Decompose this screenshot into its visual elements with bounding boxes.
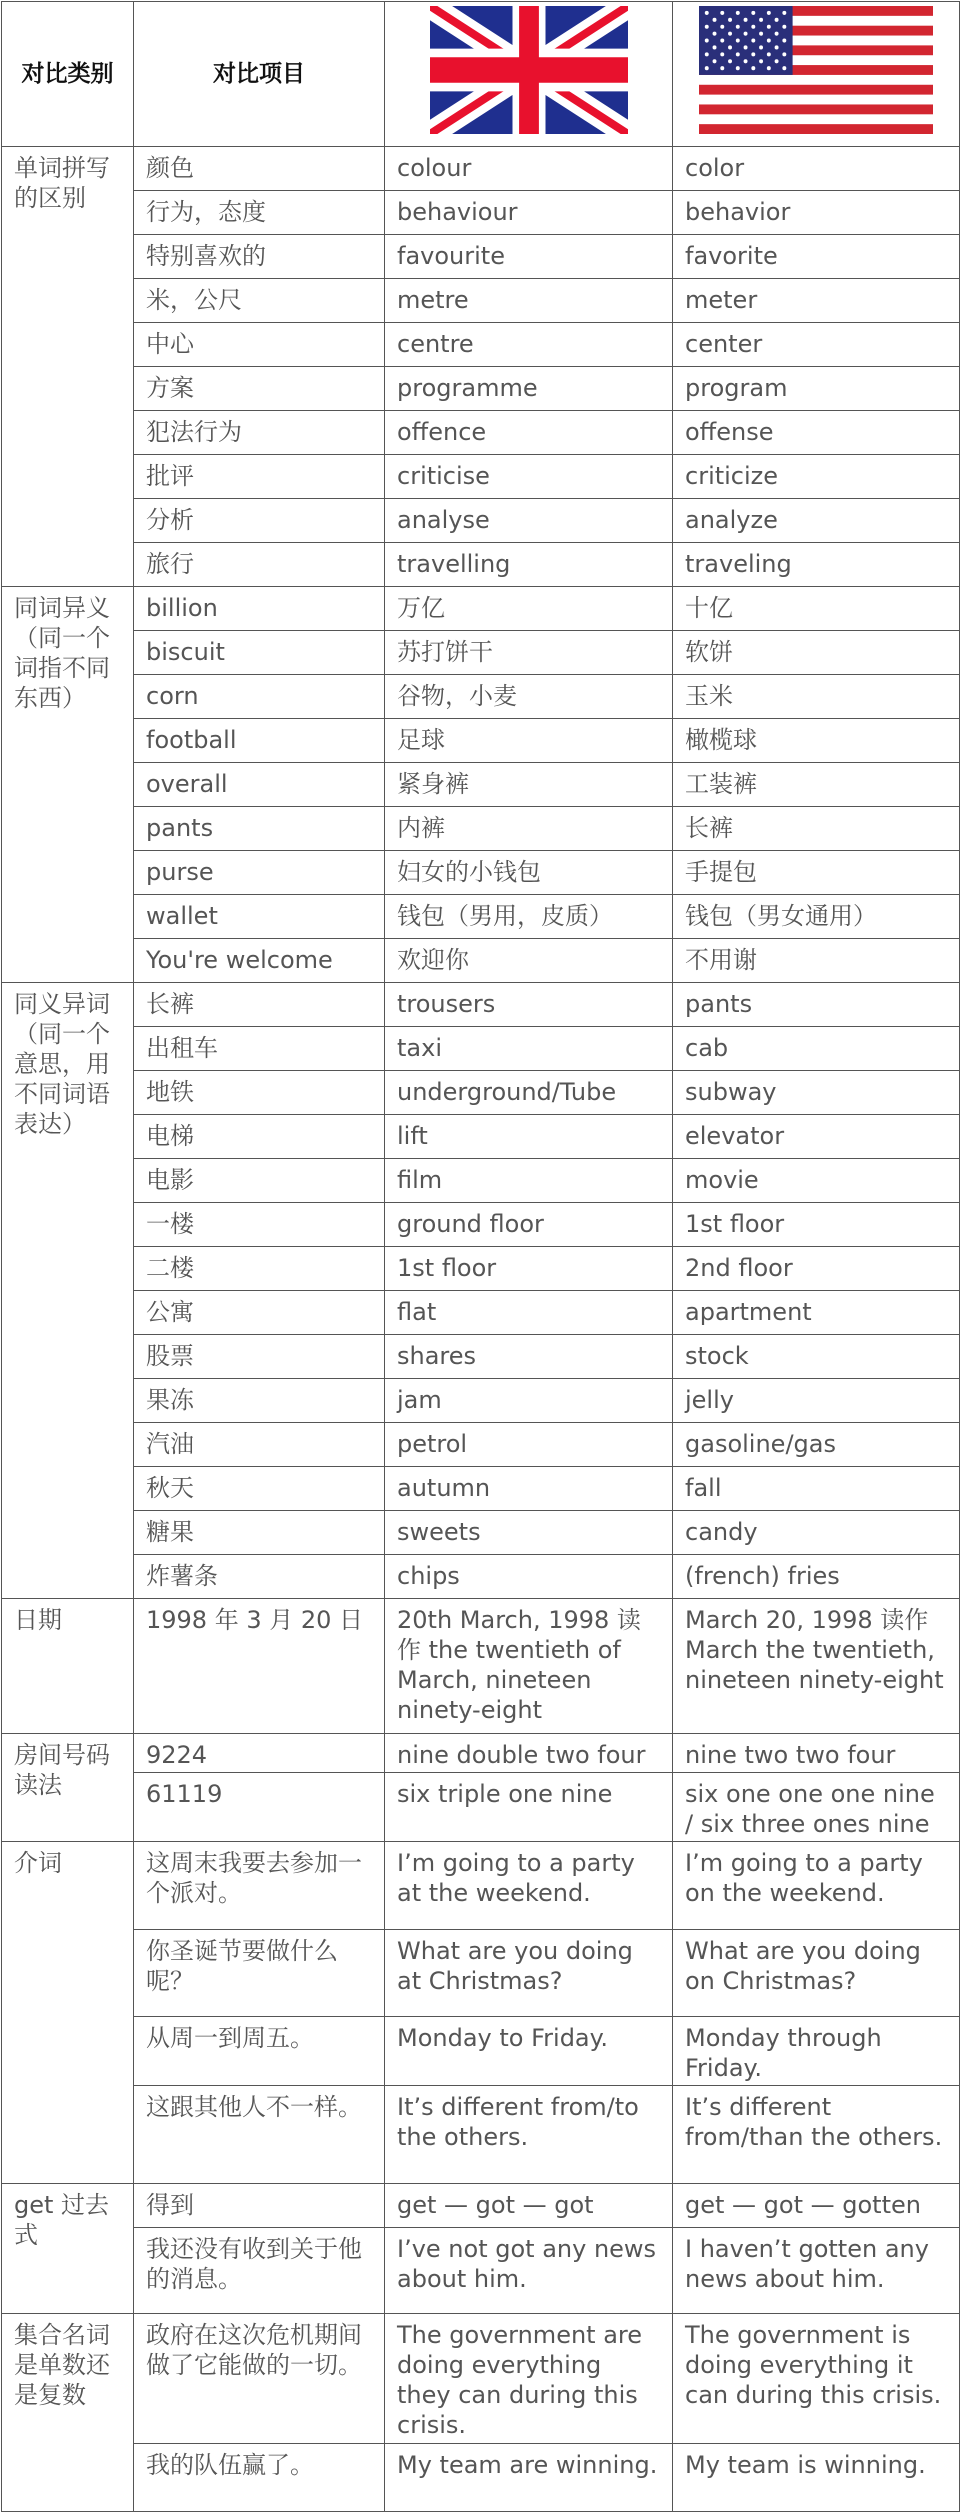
table-row: [2, 191, 960, 235]
table-row: [2, 1335, 960, 1379]
us-cell: I haven’t gotten any news about him.: [673, 2228, 960, 2314]
item-cell: 长裤: [134, 983, 385, 1027]
us-cell: 橄榄球: [673, 719, 960, 763]
us-cell: program: [673, 367, 960, 411]
uk-cell: get — got — got: [385, 2184, 673, 2228]
item-cell: 电影: [134, 1159, 385, 1203]
us-cell: 2nd floor: [673, 1247, 960, 1291]
uk-cell: lift: [385, 1115, 673, 1159]
item-cell: 糖果: [134, 1511, 385, 1555]
table-row: [2, 895, 960, 939]
table-row: [2, 1734, 960, 1773]
item-cell: purse: [134, 851, 385, 895]
us-cell: 长裤: [673, 807, 960, 851]
table-body: [2, 147, 960, 2512]
us-cell: six one one one nine / six three ones nine: [673, 1773, 960, 1842]
table-row: [2, 631, 960, 675]
us-cell: nine two two four: [673, 1734, 960, 1773]
item-cell: 方案: [134, 367, 385, 411]
us-cell: 十亿: [673, 587, 960, 631]
uk-cell: travelling: [385, 543, 673, 587]
uk-cell: 谷物，小麦: [385, 675, 673, 719]
table-row: [2, 807, 960, 851]
item-cell: 这周末我要去参加一个派对。: [134, 1842, 385, 1930]
table-row: [2, 2228, 960, 2314]
category-cell: 单词拼写的区别: [2, 147, 134, 587]
uk-cell: 足球: [385, 719, 673, 763]
table-row: [2, 719, 960, 763]
table-row: [2, 1423, 960, 1467]
table-row: [2, 587, 960, 631]
table-row: [2, 2017, 960, 2086]
uk-cell: offence: [385, 411, 673, 455]
uk-cell: trousers: [385, 983, 673, 1027]
item-cell: 你圣诞节要做什么呢？: [134, 1930, 385, 2017]
item-cell: 行为，态度: [134, 191, 385, 235]
us-cell: It’s different from/than the others.: [673, 2086, 960, 2184]
us-cell: 软饼: [673, 631, 960, 675]
us-cell: 1st floor: [673, 1203, 960, 1247]
uk-cell: centre: [385, 323, 673, 367]
item-cell: 从周一到周五。: [134, 2017, 385, 2086]
uk-cell: favourite: [385, 235, 673, 279]
table-row: [2, 499, 960, 543]
item-cell: 中心: [134, 323, 385, 367]
uk-cell: 20th March, 1998 读作 the twentieth of March, nineteen ninety-eight: [385, 1599, 673, 1734]
uk-cell: petrol: [385, 1423, 673, 1467]
table-row: [2, 1159, 960, 1203]
uk-cell: autumn: [385, 1467, 673, 1511]
us-cell: criticize: [673, 455, 960, 499]
table-row: [2, 147, 960, 191]
item-cell: 1998 年 3 月 20 日: [134, 1599, 385, 1734]
uk-cell: I’m going to a party at the weekend.: [385, 1842, 673, 1930]
us-cell: My team is winning.: [673, 2444, 960, 2512]
table-row: [2, 279, 960, 323]
category-cell: 同义异词（同一个意思，用不同词语表达）: [2, 983, 134, 1599]
us-cell: The government is doing everything it can during this crisis.: [673, 2314, 960, 2444]
us-flag-icon: [699, 6, 933, 134]
us-cell: movie: [673, 1159, 960, 1203]
uk-flag-icon: [430, 6, 628, 134]
table-row: [2, 235, 960, 279]
us-cell: candy: [673, 1511, 960, 1555]
uk-cell: underground/Tube: [385, 1071, 673, 1115]
table-row: [2, 1555, 960, 1599]
us-cell: subway: [673, 1071, 960, 1115]
us-cell: elevator: [673, 1115, 960, 1159]
header-category: 对比类别: [2, 2, 134, 147]
uk-cell: jam: [385, 1379, 673, 1423]
item-cell: 得到: [134, 2184, 385, 2228]
us-cell: behavior: [673, 191, 960, 235]
uk-cell: My team are winning.: [385, 2444, 673, 2512]
item-cell: 秋天: [134, 1467, 385, 1511]
item-cell: 电梯: [134, 1115, 385, 1159]
item-cell: 这跟其他人不一样。: [134, 2086, 385, 2184]
uk-cell: programme: [385, 367, 673, 411]
us-cell: 钱包（男女通用）: [673, 895, 960, 939]
table-row: [2, 411, 960, 455]
header-item: 对比项目: [134, 2, 385, 147]
uk-cell: 钱包（男用，皮质）: [385, 895, 673, 939]
uk-cell: 1st floor: [385, 1247, 673, 1291]
uk-cell: colour: [385, 147, 673, 191]
comparison-table: [1, 1, 960, 2512]
table-row: [2, 2444, 960, 2512]
uk-cell: 万亿: [385, 587, 673, 631]
uk-cell: analyse: [385, 499, 673, 543]
header-us: [673, 2, 960, 147]
item-cell: 汽油: [134, 1423, 385, 1467]
us-cell: gasoline/gas: [673, 1423, 960, 1467]
item-cell: You're welcome: [134, 939, 385, 983]
table-row: [2, 1773, 960, 1842]
uk-cell: chips: [385, 1555, 673, 1599]
uk-cell: 紧身裤: [385, 763, 673, 807]
table-row: [2, 1842, 960, 1930]
uk-cell: criticise: [385, 455, 673, 499]
item-cell: 出租车: [134, 1027, 385, 1071]
table-row: [2, 2086, 960, 2184]
uk-cell: nine double two four: [385, 1734, 673, 1773]
item-cell: 炸薯条: [134, 1555, 385, 1599]
category-cell: 日期: [2, 1599, 134, 1734]
table-row: [2, 1930, 960, 2017]
table-row: [2, 2184, 960, 2228]
table-row: [2, 1115, 960, 1159]
category-cell: get 过去式: [2, 2184, 134, 2314]
us-cell: What are you doing on Christmas?: [673, 1930, 960, 2017]
table-row: [2, 1379, 960, 1423]
us-cell: jelly: [673, 1379, 960, 1423]
us-cell: 手提包: [673, 851, 960, 895]
item-cell: 分析: [134, 499, 385, 543]
item-cell: 61119: [134, 1773, 385, 1842]
us-cell: color: [673, 147, 960, 191]
us-cell: cab: [673, 1027, 960, 1071]
item-cell: overall: [134, 763, 385, 807]
item-cell: 地铁: [134, 1071, 385, 1115]
uk-cell: taxi: [385, 1027, 673, 1071]
uk-cell: film: [385, 1159, 673, 1203]
item-cell: 我还没有收到关于他的消息。: [134, 2228, 385, 2314]
table-row: [2, 851, 960, 895]
item-cell: biscuit: [134, 631, 385, 675]
table-row: [2, 1467, 960, 1511]
us-cell: traveling: [673, 543, 960, 587]
table-row: [2, 939, 960, 983]
uk-cell: 妇女的小钱包: [385, 851, 673, 895]
us-cell: 玉米: [673, 675, 960, 719]
table-row: [2, 1071, 960, 1115]
item-cell: 一楼: [134, 1203, 385, 1247]
uk-cell: The government are doing everything they can during this crisis.: [385, 2314, 673, 2444]
item-cell: 我的队伍赢了。: [134, 2444, 385, 2512]
us-cell: pants: [673, 983, 960, 1027]
uk-cell: I’ve not got any news about him.: [385, 2228, 673, 2314]
table-row: [2, 323, 960, 367]
us-cell: 工装裤: [673, 763, 960, 807]
table-row: [2, 455, 960, 499]
category-cell: 介词: [2, 1842, 134, 2184]
item-cell: pants: [134, 807, 385, 851]
table-row: [2, 983, 960, 1027]
us-cell: apartment: [673, 1291, 960, 1335]
header-row: [2, 2, 960, 147]
item-cell: corn: [134, 675, 385, 719]
us-cell: get — got — gotten: [673, 2184, 960, 2228]
category-cell: 房间号码读法: [2, 1734, 134, 1842]
us-cell: March 20, 1998 读作 March the twentieth, nineteen ninety-eight: [673, 1599, 960, 1734]
table-row: [2, 763, 960, 807]
item-cell: 犯法行为: [134, 411, 385, 455]
uk-cell: What are you doing at Christmas?: [385, 1930, 673, 2017]
item-cell: 9224: [134, 1734, 385, 1773]
us-cell: favorite: [673, 235, 960, 279]
table-row: [2, 1291, 960, 1335]
table-row: [2, 543, 960, 587]
item-cell: 公寓: [134, 1291, 385, 1335]
uk-cell: 欢迎你: [385, 939, 673, 983]
item-cell: wallet: [134, 895, 385, 939]
table-row: [2, 367, 960, 411]
item-cell: 果冻: [134, 1379, 385, 1423]
uk-cell: Monday to Friday.: [385, 2017, 673, 2086]
uk-cell: metre: [385, 279, 673, 323]
uk-cell: ground floor: [385, 1203, 673, 1247]
header-uk: [385, 2, 673, 147]
table-row: [2, 2314, 960, 2444]
us-cell: 不用谢: [673, 939, 960, 983]
us-cell: Monday through Friday.: [673, 2017, 960, 2086]
uk-cell: six triple one nine: [385, 1773, 673, 1842]
item-cell: 特别喜欢的: [134, 235, 385, 279]
uk-cell: 内裤: [385, 807, 673, 851]
uk-cell: 苏打饼干: [385, 631, 673, 675]
us-cell: (french) fries: [673, 1555, 960, 1599]
us-cell: meter: [673, 279, 960, 323]
item-cell: 批评: [134, 455, 385, 499]
us-cell: analyze: [673, 499, 960, 543]
item-cell: 政府在这次危机期间做了它能做的一切。: [134, 2314, 385, 2444]
table-row: [2, 1027, 960, 1071]
uk-cell: sweets: [385, 1511, 673, 1555]
us-cell: center: [673, 323, 960, 367]
category-cell: 集合名词是单数还是复数: [2, 2314, 134, 2512]
uk-cell: shares: [385, 1335, 673, 1379]
item-cell: 股票: [134, 1335, 385, 1379]
category-cell: 同词异义（同一个词指不同东西）: [2, 587, 134, 983]
table-row: [2, 1511, 960, 1555]
table-row: [2, 1599, 960, 1734]
us-cell: stock: [673, 1335, 960, 1379]
item-cell: 旅行: [134, 543, 385, 587]
item-cell: 颜色: [134, 147, 385, 191]
uk-cell: behaviour: [385, 191, 673, 235]
table-row: [2, 1247, 960, 1291]
us-cell: I’m going to a party on the weekend.: [673, 1842, 960, 1930]
item-cell: billion: [134, 587, 385, 631]
us-cell: offense: [673, 411, 960, 455]
item-cell: 米，公尺: [134, 279, 385, 323]
uk-cell: flat: [385, 1291, 673, 1335]
us-cell: fall: [673, 1467, 960, 1511]
table-row: [2, 675, 960, 719]
uk-cell: It’s different from/to the others.: [385, 2086, 673, 2184]
item-cell: 二楼: [134, 1247, 385, 1291]
table-row: [2, 1203, 960, 1247]
item-cell: football: [134, 719, 385, 763]
